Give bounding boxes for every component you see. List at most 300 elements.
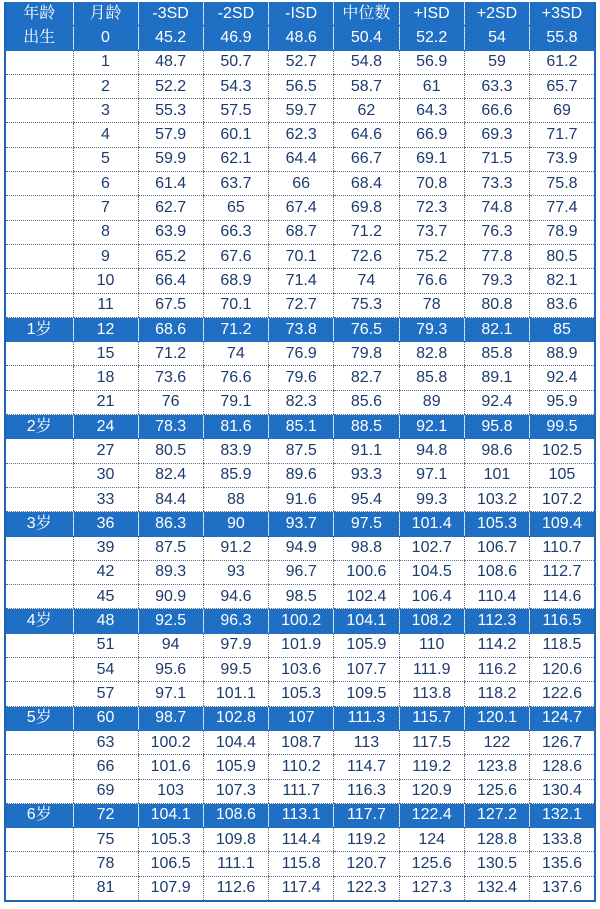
table-row — [5, 123, 595, 147]
minus-3sd-cell: 52.2 — [138, 74, 203, 98]
plus-2sd-cell: 77.8 — [464, 244, 529, 268]
minus-1sd-cell: 52.7 — [269, 50, 334, 74]
plus-1sd-cell: 104.5 — [399, 560, 464, 584]
plus-1sd-cell: 108.2 — [399, 609, 464, 633]
plus-2sd-cell: 105.3 — [464, 512, 529, 536]
age-cell — [5, 682, 73, 706]
minus-1sd-cell: 67.4 — [269, 196, 334, 220]
minus-3sd-cell: 67.5 — [138, 293, 203, 317]
minus-1sd-cell: 96.7 — [269, 560, 334, 584]
month-cell: 54 — [73, 658, 138, 682]
minus-2sd-cell: 74 — [203, 342, 268, 366]
plus-2sd-cell: 114.2 — [464, 633, 529, 657]
age-cell — [5, 876, 73, 901]
minus-1sd-cell: 79.6 — [269, 366, 334, 390]
minus-2sd-cell: 57.5 — [203, 99, 268, 123]
age-cell — [5, 560, 73, 584]
plus-1sd-cell: 124 — [399, 828, 464, 852]
header-minus-2sd: -2SD — [203, 2, 268, 26]
plus-1sd-cell: 89 — [399, 390, 464, 414]
minus-1sd-cell: 66 — [269, 172, 334, 196]
table-row-age-band — [5, 26, 595, 50]
minus-3sd-cell: 92.5 — [138, 609, 203, 633]
plus-1sd-cell: 78 — [399, 293, 464, 317]
table-row — [5, 390, 595, 414]
plus-2sd-cell: 69.3 — [464, 123, 529, 147]
plus-3sd-cell: 133.8 — [530, 828, 595, 852]
table-row — [5, 196, 595, 220]
plus-1sd-cell: 111.9 — [399, 658, 464, 682]
plus-2sd-cell: 85.8 — [464, 342, 529, 366]
plus-2sd-cell: 82.1 — [464, 317, 529, 341]
table-row — [5, 876, 595, 901]
median-cell: 95.4 — [334, 487, 399, 511]
median-cell: 104.1 — [334, 609, 399, 633]
minus-3sd-cell: 73.6 — [138, 366, 203, 390]
plus-3sd-cell: 83.6 — [530, 293, 595, 317]
minus-3sd-cell: 78.3 — [138, 415, 203, 439]
age-cell — [5, 244, 73, 268]
minus-3sd-cell: 62.7 — [138, 196, 203, 220]
minus-2sd-cell: 112.6 — [203, 876, 268, 901]
month-cell: 78 — [73, 852, 138, 876]
median-cell: 100.6 — [334, 560, 399, 584]
header-month: 月龄 — [73, 2, 138, 26]
median-cell: 85.6 — [334, 390, 399, 414]
minus-3sd-cell: 61.4 — [138, 172, 203, 196]
header-minus-3sd: -3SD — [138, 2, 203, 26]
plus-3sd-cell: 128.6 — [530, 755, 595, 779]
age-cell — [5, 342, 73, 366]
minus-3sd-cell: 63.9 — [138, 220, 203, 244]
minus-1sd-cell: 91.6 — [269, 487, 334, 511]
minus-2sd-cell: 96.3 — [203, 609, 268, 633]
month-cell: 10 — [73, 269, 138, 293]
minus-1sd-cell: 76.9 — [269, 342, 334, 366]
plus-3sd-cell: 105 — [530, 463, 595, 487]
age-cell — [5, 196, 73, 220]
age-cell — [5, 658, 73, 682]
plus-3sd-cell: 80.5 — [530, 244, 595, 268]
table-row — [5, 560, 595, 584]
minus-2sd-cell: 108.6 — [203, 803, 268, 827]
age-cell: 5岁 — [5, 706, 73, 730]
minus-3sd-cell: 71.2 — [138, 342, 203, 366]
minus-2sd-cell: 76.6 — [203, 366, 268, 390]
plus-3sd-cell: 126.7 — [530, 730, 595, 754]
minus-3sd-cell: 55.3 — [138, 99, 203, 123]
age-cell: 6岁 — [5, 803, 73, 827]
minus-2sd-cell: 111.1 — [203, 852, 268, 876]
median-cell: 119.2 — [334, 828, 399, 852]
plus-2sd-cell: 123.8 — [464, 755, 529, 779]
plus-2sd-cell: 54 — [464, 26, 529, 50]
plus-3sd-cell: 73.9 — [530, 147, 595, 171]
median-cell: 111.3 — [334, 706, 399, 730]
age-cell — [5, 99, 73, 123]
table-row — [5, 828, 595, 852]
minus-3sd-cell: 106.5 — [138, 852, 203, 876]
table-row — [5, 244, 595, 268]
plus-1sd-cell: 73.7 — [399, 220, 464, 244]
median-cell: 117.7 — [334, 803, 399, 827]
plus-3sd-cell: 82.1 — [530, 269, 595, 293]
median-cell: 68.4 — [334, 172, 399, 196]
month-cell: 60 — [73, 706, 138, 730]
age-cell: 3岁 — [5, 512, 73, 536]
minus-1sd-cell: 56.5 — [269, 74, 334, 98]
plus-2sd-cell: 89.1 — [464, 366, 529, 390]
plus-1sd-cell: 97.1 — [399, 463, 464, 487]
plus-3sd-cell: 102.5 — [530, 439, 595, 463]
minus-1sd-cell: 62.3 — [269, 123, 334, 147]
minus-2sd-cell: 99.5 — [203, 658, 268, 682]
table-row — [5, 269, 595, 293]
plus-1sd-cell: 64.3 — [399, 99, 464, 123]
table-row-age-band — [5, 803, 595, 827]
age-cell — [5, 755, 73, 779]
month-cell: 12 — [73, 317, 138, 341]
month-cell: 4 — [73, 123, 138, 147]
median-cell: 122.3 — [334, 876, 399, 901]
month-cell: 81 — [73, 876, 138, 901]
minus-3sd-cell: 104.1 — [138, 803, 203, 827]
minus-3sd-cell: 94 — [138, 633, 203, 657]
age-cell — [5, 730, 73, 754]
age-cell — [5, 585, 73, 609]
plus-1sd-cell: 102.7 — [399, 536, 464, 560]
plus-3sd-cell: 92.4 — [530, 366, 595, 390]
month-cell: 39 — [73, 536, 138, 560]
minus-2sd-cell: 91.2 — [203, 536, 268, 560]
month-cell: 1 — [73, 50, 138, 74]
table-row — [5, 852, 595, 876]
age-cell — [5, 366, 73, 390]
minus-1sd-cell: 82.3 — [269, 390, 334, 414]
minus-3sd-cell: 105.3 — [138, 828, 203, 852]
minus-1sd-cell: 107 — [269, 706, 334, 730]
minus-2sd-cell: 102.8 — [203, 706, 268, 730]
age-cell — [5, 536, 73, 560]
month-cell: 72 — [73, 803, 138, 827]
plus-2sd-cell: 116.2 — [464, 658, 529, 682]
plus-2sd-cell: 92.4 — [464, 390, 529, 414]
median-cell: 71.2 — [334, 220, 399, 244]
header-minus-1sd: -ISD — [269, 2, 334, 26]
minus-2sd-cell: 94.6 — [203, 585, 268, 609]
month-cell: 36 — [73, 512, 138, 536]
plus-1sd-cell: 101.4 — [399, 512, 464, 536]
minus-1sd-cell: 48.6 — [269, 26, 334, 50]
age-cell — [5, 779, 73, 803]
age-cell — [5, 74, 73, 98]
minus-1sd-cell: 72.7 — [269, 293, 334, 317]
median-cell: 79.8 — [334, 342, 399, 366]
table-row-age-band — [5, 706, 595, 730]
plus-2sd-cell: 73.3 — [464, 172, 529, 196]
plus-3sd-cell: 77.4 — [530, 196, 595, 220]
median-cell: 88.5 — [334, 415, 399, 439]
month-cell: 3 — [73, 99, 138, 123]
median-cell: 66.7 — [334, 147, 399, 171]
median-cell: 98.8 — [334, 536, 399, 560]
minus-3sd-cell: 80.5 — [138, 439, 203, 463]
minus-2sd-cell: 109.8 — [203, 828, 268, 852]
minus-1sd-cell: 114.4 — [269, 828, 334, 852]
table-row — [5, 366, 595, 390]
minus-1sd-cell: 64.4 — [269, 147, 334, 171]
plus-2sd-cell: 118.2 — [464, 682, 529, 706]
plus-1sd-cell: 92.1 — [399, 415, 464, 439]
minus-3sd-cell: 57.9 — [138, 123, 203, 147]
table-row — [5, 74, 595, 98]
age-cell — [5, 293, 73, 317]
plus-2sd-cell: 112.3 — [464, 609, 529, 633]
minus-1sd-cell: 113.1 — [269, 803, 334, 827]
plus-2sd-cell: 132.4 — [464, 876, 529, 901]
plus-2sd-cell: 130.5 — [464, 852, 529, 876]
minus-2sd-cell: 70.1 — [203, 293, 268, 317]
plus-3sd-cell: 69 — [530, 99, 595, 123]
minus-1sd-cell: 94.9 — [269, 536, 334, 560]
age-cell — [5, 50, 73, 74]
age-cell — [5, 439, 73, 463]
minus-3sd-cell: 101.6 — [138, 755, 203, 779]
plus-3sd-cell: 61.2 — [530, 50, 595, 74]
plus-3sd-cell: 110.7 — [530, 536, 595, 560]
table-row — [5, 50, 595, 74]
minus-1sd-cell: 89.6 — [269, 463, 334, 487]
month-cell: 69 — [73, 779, 138, 803]
plus-3sd-cell: 114.6 — [530, 585, 595, 609]
minus-2sd-cell: 63.7 — [203, 172, 268, 196]
minus-3sd-cell: 107.9 — [138, 876, 203, 901]
plus-1sd-cell: 99.3 — [399, 487, 464, 511]
table-row-age-band — [5, 317, 595, 341]
median-cell: 105.9 — [334, 633, 399, 657]
plus-2sd-cell: 59 — [464, 50, 529, 74]
age-cell — [5, 147, 73, 171]
plus-3sd-cell: 112.7 — [530, 560, 595, 584]
minus-1sd-cell: 117.4 — [269, 876, 334, 901]
plus-3sd-cell: 88.9 — [530, 342, 595, 366]
table-row-age-band — [5, 415, 595, 439]
median-cell: 107.7 — [334, 658, 399, 682]
minus-1sd-cell: 110.2 — [269, 755, 334, 779]
table-row — [5, 536, 595, 560]
age-cell — [5, 123, 73, 147]
minus-2sd-cell: 60.1 — [203, 123, 268, 147]
plus-1sd-cell: 120.9 — [399, 779, 464, 803]
plus-3sd-cell: 135.6 — [530, 852, 595, 876]
header-plus-2sd: +2SD — [464, 2, 529, 26]
minus-1sd-cell: 108.7 — [269, 730, 334, 754]
plus-1sd-cell: 94.8 — [399, 439, 464, 463]
plus-1sd-cell: 79.3 — [399, 317, 464, 341]
minus-1sd-cell: 70.1 — [269, 244, 334, 268]
median-cell: 72.6 — [334, 244, 399, 268]
median-cell: 64.6 — [334, 123, 399, 147]
minus-1sd-cell: 101.9 — [269, 633, 334, 657]
plus-3sd-cell: 75.8 — [530, 172, 595, 196]
plus-3sd-cell: 65.7 — [530, 74, 595, 98]
month-cell: 18 — [73, 366, 138, 390]
month-cell: 7 — [73, 196, 138, 220]
minus-2sd-cell: 105.9 — [203, 755, 268, 779]
plus-1sd-cell: 106.4 — [399, 585, 464, 609]
minus-3sd-cell: 103 — [138, 779, 203, 803]
minus-2sd-cell: 104.4 — [203, 730, 268, 754]
table-row — [5, 463, 595, 487]
plus-2sd-cell: 120.1 — [464, 706, 529, 730]
minus-1sd-cell: 73.8 — [269, 317, 334, 341]
minus-3sd-cell: 76 — [138, 390, 203, 414]
plus-1sd-cell: 66.9 — [399, 123, 464, 147]
minus-3sd-cell: 97.1 — [138, 682, 203, 706]
minus-1sd-cell: 111.7 — [269, 779, 334, 803]
minus-2sd-cell: 79.1 — [203, 390, 268, 414]
plus-2sd-cell: 63.3 — [464, 74, 529, 98]
plus-1sd-cell: 115.7 — [399, 706, 464, 730]
table-row — [5, 585, 595, 609]
plus-2sd-cell: 103.2 — [464, 487, 529, 511]
plus-3sd-cell: 109.4 — [530, 512, 595, 536]
minus-2sd-cell: 71.2 — [203, 317, 268, 341]
month-cell: 15 — [73, 342, 138, 366]
median-cell: 62 — [334, 99, 399, 123]
minus-2sd-cell: 93 — [203, 560, 268, 584]
plus-3sd-cell: 118.5 — [530, 633, 595, 657]
table-row — [5, 779, 595, 803]
plus-1sd-cell: 117.5 — [399, 730, 464, 754]
median-cell: 120.7 — [334, 852, 399, 876]
median-cell: 50.4 — [334, 26, 399, 50]
plus-2sd-cell: 122 — [464, 730, 529, 754]
age-cell: 1岁 — [5, 317, 73, 341]
table-row — [5, 658, 595, 682]
header-plus-3sd: +3SD — [530, 2, 595, 26]
plus-1sd-cell: 127.3 — [399, 876, 464, 901]
age-cell — [5, 220, 73, 244]
minus-1sd-cell: 85.1 — [269, 415, 334, 439]
minus-3sd-cell: 66.4 — [138, 269, 203, 293]
month-cell: 11 — [73, 293, 138, 317]
growth-standard-table — [4, 2, 596, 902]
plus-1sd-cell: 119.2 — [399, 755, 464, 779]
minus-1sd-cell: 98.5 — [269, 585, 334, 609]
age-cell — [5, 269, 73, 293]
age-cell — [5, 390, 73, 414]
minus-1sd-cell: 93.7 — [269, 512, 334, 536]
month-cell: 75 — [73, 828, 138, 852]
minus-2sd-cell: 66.3 — [203, 220, 268, 244]
minus-3sd-cell: 84.4 — [138, 487, 203, 511]
minus-2sd-cell: 65 — [203, 196, 268, 220]
month-cell: 27 — [73, 439, 138, 463]
minus-2sd-cell: 54.3 — [203, 74, 268, 98]
minus-3sd-cell: 87.5 — [138, 536, 203, 560]
minus-2sd-cell: 97.9 — [203, 633, 268, 657]
plus-2sd-cell: 108.6 — [464, 560, 529, 584]
plus-1sd-cell: 85.8 — [399, 366, 464, 390]
table-row — [5, 755, 595, 779]
plus-1sd-cell: 76.6 — [399, 269, 464, 293]
month-cell: 42 — [73, 560, 138, 584]
minus-1sd-cell: 68.7 — [269, 220, 334, 244]
plus-3sd-cell: 132.1 — [530, 803, 595, 827]
minus-2sd-cell: 62.1 — [203, 147, 268, 171]
minus-1sd-cell: 115.8 — [269, 852, 334, 876]
plus-1sd-cell: 56.9 — [399, 50, 464, 74]
age-cell: 出生 — [5, 26, 73, 50]
plus-3sd-cell: 116.5 — [530, 609, 595, 633]
minus-3sd-cell: 86.3 — [138, 512, 203, 536]
plus-1sd-cell: 110 — [399, 633, 464, 657]
plus-3sd-cell: 71.7 — [530, 123, 595, 147]
median-cell: 97.5 — [334, 512, 399, 536]
plus-2sd-cell: 127.2 — [464, 803, 529, 827]
plus-1sd-cell: 122.4 — [399, 803, 464, 827]
minus-3sd-cell: 65.2 — [138, 244, 203, 268]
minus-3sd-cell: 82.4 — [138, 463, 203, 487]
minus-2sd-cell: 68.9 — [203, 269, 268, 293]
plus-2sd-cell: 95.8 — [464, 415, 529, 439]
minus-2sd-cell: 46.9 — [203, 26, 268, 50]
median-cell: 114.7 — [334, 755, 399, 779]
table-row — [5, 682, 595, 706]
median-cell: 91.1 — [334, 439, 399, 463]
minus-3sd-cell: 89.3 — [138, 560, 203, 584]
median-cell: 58.7 — [334, 74, 399, 98]
month-cell: 57 — [73, 682, 138, 706]
plus-2sd-cell: 101 — [464, 463, 529, 487]
plus-2sd-cell: 74.8 — [464, 196, 529, 220]
minus-3sd-cell: 90.9 — [138, 585, 203, 609]
median-cell: 75.3 — [334, 293, 399, 317]
month-cell: 8 — [73, 220, 138, 244]
plus-2sd-cell: 106.7 — [464, 536, 529, 560]
minus-2sd-cell: 90 — [203, 512, 268, 536]
month-cell: 30 — [73, 463, 138, 487]
month-cell: 63 — [73, 730, 138, 754]
minus-2sd-cell: 83.9 — [203, 439, 268, 463]
table-row-age-band — [5, 609, 595, 633]
table-header-row — [5, 2, 595, 26]
plus-2sd-cell: 79.3 — [464, 269, 529, 293]
age-cell — [5, 172, 73, 196]
minus-1sd-cell: 100.2 — [269, 609, 334, 633]
plus-1sd-cell: 125.6 — [399, 852, 464, 876]
plus-1sd-cell: 113.8 — [399, 682, 464, 706]
median-cell: 93.3 — [334, 463, 399, 487]
minus-2sd-cell: 67.6 — [203, 244, 268, 268]
minus-3sd-cell: 48.7 — [138, 50, 203, 74]
age-cell — [5, 828, 73, 852]
table-row — [5, 633, 595, 657]
age-cell — [5, 633, 73, 657]
minus-1sd-cell: 87.5 — [269, 439, 334, 463]
plus-3sd-cell: 130.4 — [530, 779, 595, 803]
month-cell: 33 — [73, 487, 138, 511]
age-cell — [5, 487, 73, 511]
table-row — [5, 220, 595, 244]
plus-3sd-cell: 95.9 — [530, 390, 595, 414]
plus-2sd-cell: 71.5 — [464, 147, 529, 171]
plus-2sd-cell: 128.8 — [464, 828, 529, 852]
median-cell: 113 — [334, 730, 399, 754]
plus-3sd-cell: 120.6 — [530, 658, 595, 682]
header-age: 年龄 — [5, 2, 73, 26]
